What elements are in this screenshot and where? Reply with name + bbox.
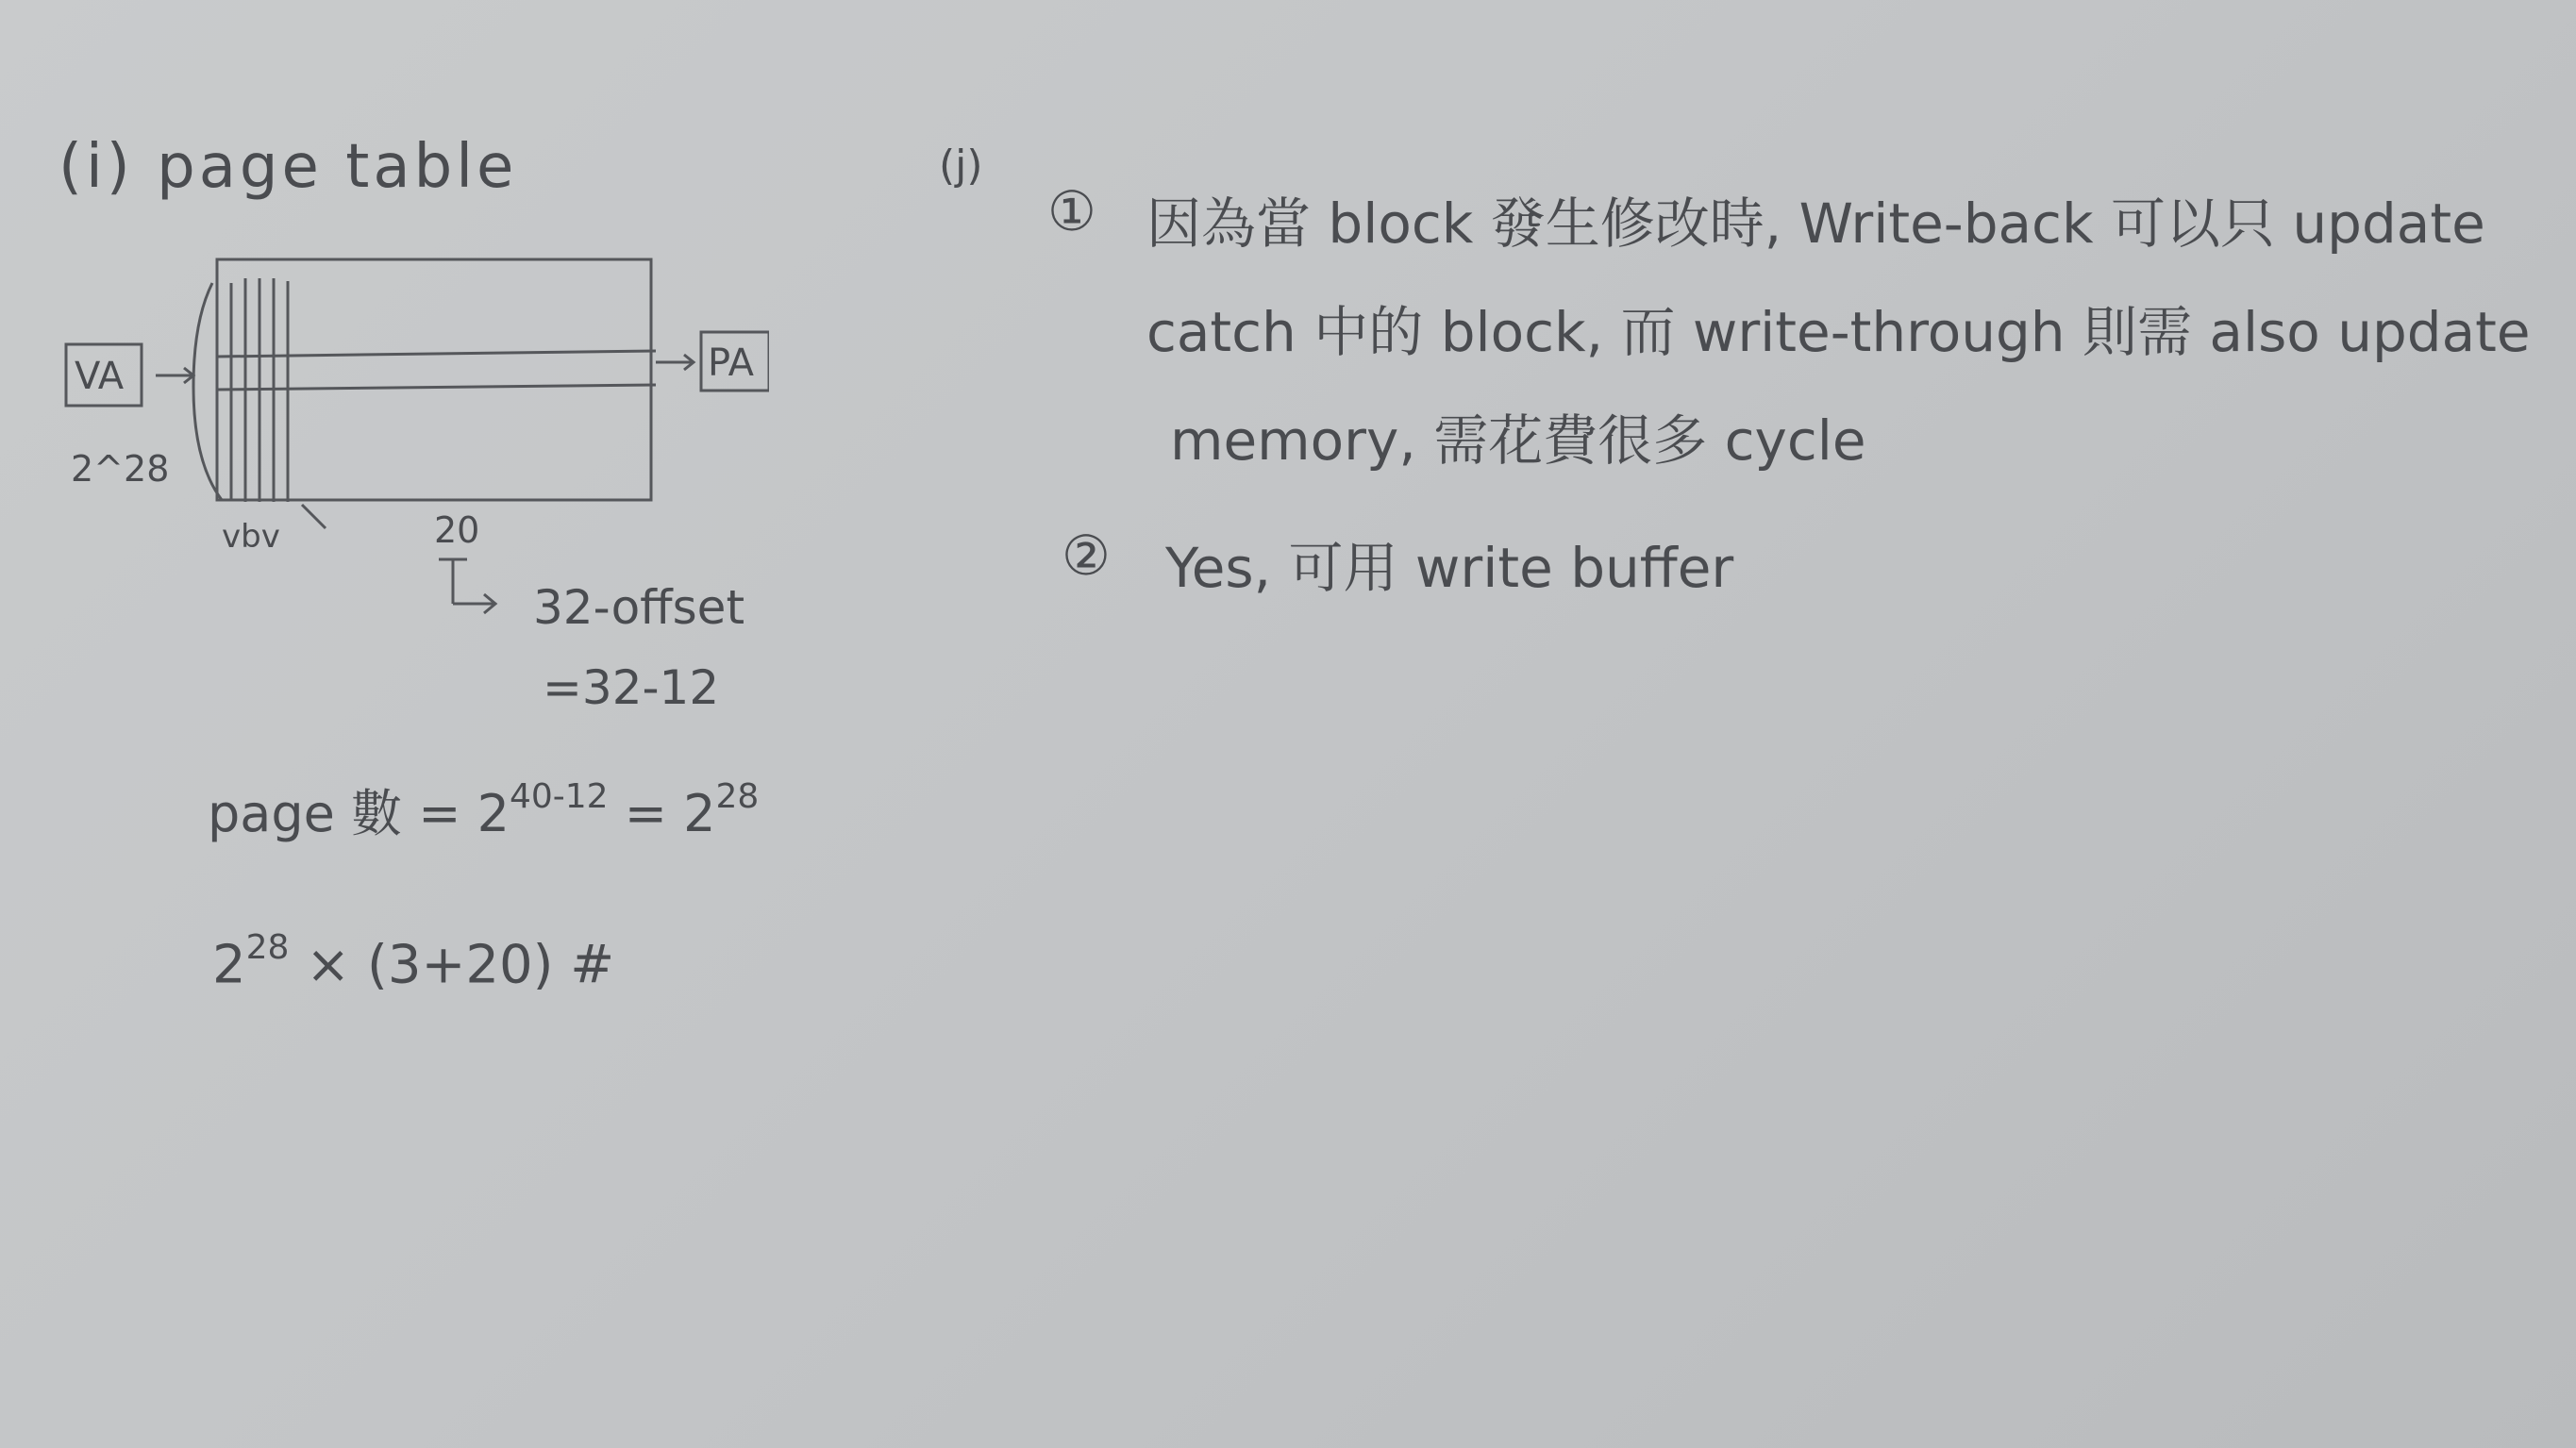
page-table-rect: [217, 259, 651, 500]
va-label: VA: [75, 355, 125, 398]
offset-arrow-icon: [429, 552, 524, 618]
page-table-size-formula: $2^{28} \times (3+20)$ #: [212, 928, 615, 996]
part-i-title: (i) page table: [59, 132, 518, 202]
item1-line2: catch 中的 block, 而 write-through 則需 also update: [1146, 300, 2531, 364]
offset-value: =32-12: [543, 660, 720, 715]
part-j-label: (j): [939, 141, 983, 190]
bits-20-label: 20: [434, 509, 480, 551]
item1-line3: memory, 需花費很多 cycle: [1170, 408, 1866, 473]
vbit-label: vbv: [222, 518, 280, 556]
pa-label: PA: [708, 341, 754, 385]
entry-row-bottom: [217, 385, 656, 390]
offset-expression: 32-offset: [533, 580, 745, 635]
rows-label: 2^28: [71, 448, 170, 490]
page-table-diagram: [52, 245, 769, 566]
page-count-equation: page 數 = $2^{40-12} = 2^{28}$: [208, 777, 760, 843]
item1-marker: ①: [1047, 179, 1096, 243]
item1-line1: 因為當 block 發生修改時, Write-back 可以只 update: [1146, 191, 2485, 256]
entry-row-top: [217, 351, 656, 357]
item2-line1: Yes, 可用 write buffer: [1165, 536, 1734, 600]
item2-marker: ②: [1062, 524, 1111, 588]
